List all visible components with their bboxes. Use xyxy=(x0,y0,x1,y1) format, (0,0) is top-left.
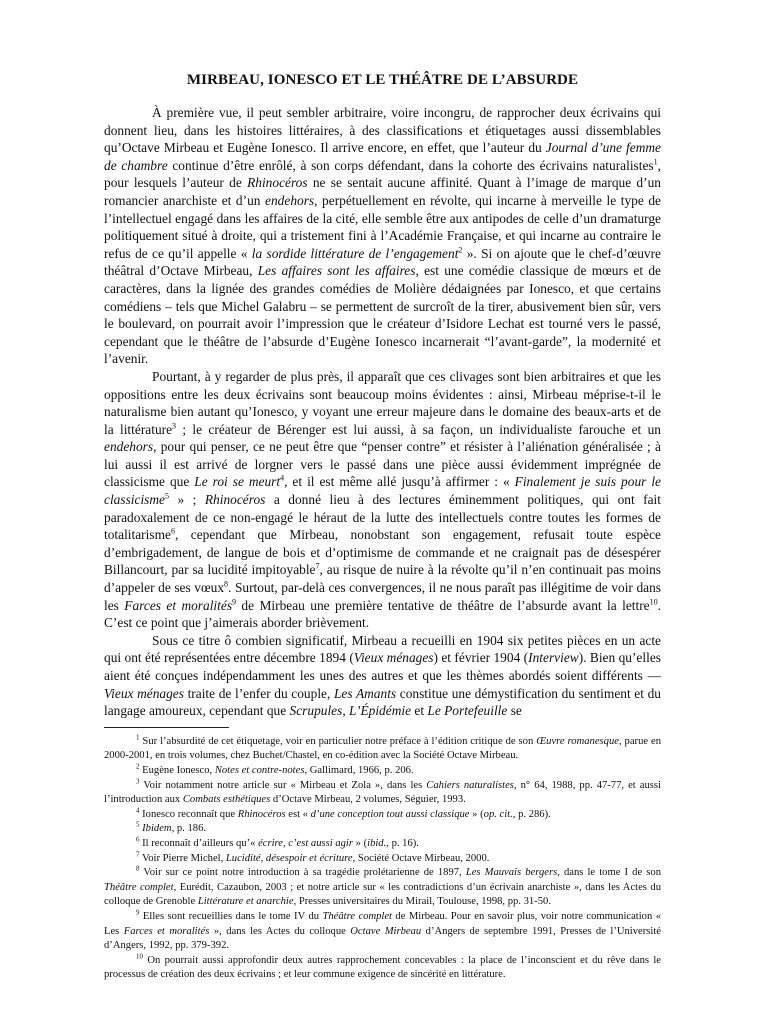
footnote-marker: 1 xyxy=(136,733,140,742)
text-run: , au risque de nuire à la révolte qu’il n’en continuait pas moins d’appeler de ses vœux xyxy=(104,562,661,596)
italic-text: Littérature et anarchie xyxy=(197,896,294,908)
text-run: . C’est ce point que j’aimerais aborder brièvement. xyxy=(104,597,661,631)
footnote-marker: 8 xyxy=(224,579,229,589)
body-paragraph xyxy=(104,632,661,720)
italic-text: ibid. xyxy=(367,837,387,849)
footnote-marker: 6 xyxy=(136,835,140,844)
text-run: , est une comédie classique de mœurs et de caractères, dans la lignée des grandes comédies de Molière dédaignées par Ionesco, et que certains comédiens – tels que Michel Galabru – se permettent de surcroît de la tirer, abusivement bien sûr, vers le boulevard, on pourrait avoir l’impression que le créateur d’Isidore Lechat est tourné vers le passé, cependant que le théâtre de l’absurde d’Eugène Ionesco incarnerait “l’avant-garde”, la modernité et l’avenir. xyxy=(104,263,661,367)
italic-text: Les Mauvais bergers xyxy=(465,867,558,879)
text-run: Pourtant, à y regarder de plus près, il apparaît que ces clivages sont bien arbitraires et que les oppositions entre les deux écrivains sont beaucoup moins évidentes : ainsi, Mirbeau méprise-t-il le naturalisme bien autant qu’Ionesco, y voyant une erreur majeure dans le domaine des beaux-arts et de la littérature xyxy=(104,368,661,437)
text-run: , p. 16). xyxy=(386,837,419,849)
footnote xyxy=(104,735,661,764)
text-run: ne se sentait aucune affinité. Quant à l’image de marque d’un romancier anarchiste et d’un xyxy=(104,175,661,208)
article-body xyxy=(104,104,661,720)
body-paragraph xyxy=(104,368,661,632)
text-run: continue d’être enrôlé, à son corps défendant, dans la cohorte des écrivains naturalistes xyxy=(167,157,654,173)
text-run: Voir Pierre Michel, xyxy=(139,852,226,864)
footnote xyxy=(104,852,661,867)
italic-text: Rhinocéros xyxy=(237,808,286,820)
text-run: d’Octave Mirbeau, 2 volumes, Séguier, 1993. xyxy=(270,794,466,806)
text-run: », dans les Actes du colloque xyxy=(209,925,351,937)
italic-text: endehors xyxy=(104,439,154,455)
footnote xyxy=(104,764,661,779)
italic-text: Les affaires sont les affaires xyxy=(257,263,416,279)
text-run: se xyxy=(507,703,522,719)
italic-text: L’Épidémie xyxy=(349,703,412,719)
body-paragraph xyxy=(104,104,661,368)
text-run: est « xyxy=(285,808,311,820)
text-run: » ; xyxy=(169,492,205,508)
footnote-marker: 2 xyxy=(458,245,463,255)
italic-text: la sordide littérature de l’engagement xyxy=(251,245,459,261)
footnote xyxy=(104,910,661,954)
text-run: , xyxy=(342,703,350,719)
footnote xyxy=(104,837,661,852)
text-run: Ionesco reconnaît que xyxy=(139,808,238,820)
text-run: , dans le tome I de son xyxy=(557,867,661,879)
footnote xyxy=(104,779,661,808)
footnote xyxy=(104,954,661,983)
text-run: . Surtout, par-delà ces convergences, il ne nous paraît pas illégitime de voir dans les xyxy=(104,580,662,613)
footnote xyxy=(104,866,661,910)
text-run: ». Si on ajoute que le chef-d’œuvre théâtral d’Octave Mirbeau, xyxy=(104,245,661,279)
text-run: et xyxy=(411,703,428,719)
text-run: , p. 286). xyxy=(512,808,551,820)
italic-text: Ibidem xyxy=(142,823,172,835)
footnote-marker: 1 xyxy=(653,157,658,167)
italic-text: Œuvre romanesque xyxy=(536,735,619,747)
text-run: , pour qui penser, ce ne peut être que “penser contre” et résister à l’aliénation généralisée ; à lui aussi il est arrivé de lorgner vers le passé dans une pièce aussi évidemment imprégnée de classicisme que xyxy=(104,439,661,490)
italic-text: Le roi se meurt xyxy=(194,474,281,490)
italic-text: Farces et moralités xyxy=(124,597,233,613)
italic-text: Finalement je suis pour le classicisme xyxy=(104,474,661,508)
italic-text: Rhinocéros xyxy=(204,492,266,508)
text-run: ). Bien qu’elles aient été conçues indépendamment les unes des autres et que les thèmes abordés soient différents — xyxy=(104,650,661,683)
text-run: , n° 64, 1988, pp. 47-77, et aussi l’introduction aux xyxy=(104,779,661,806)
text-run: Il reconnaît d’ailleurs qu’« xyxy=(139,837,259,849)
footnote-marker: 9 xyxy=(136,908,140,917)
text-run: Eugène Ionesco, xyxy=(139,764,215,776)
footnote-marker: 7 xyxy=(315,561,320,571)
text-run: À première vue, il peut sembler arbitraire, voire incongru, de rapprocher deux écrivains qui donnent lieu, dans les histoires littéraires, à des classifications et étiquetages aussi dissemblables qu’Octave Mirbeau et Eugène Ionesco. Il arrive encore, en effet, que l’auteur du xyxy=(104,105,661,156)
italic-text: Rhinocéros xyxy=(247,175,308,191)
text-run: constitue une démystification du sentiment et du langage amoureux, cependant que xyxy=(104,685,661,719)
text-run: , p. 186. xyxy=(171,823,207,835)
italic-text: Octave Mirbeau xyxy=(350,925,422,937)
text-run: , et il est même allé jusqu’à affirmer : « xyxy=(284,474,515,490)
footnote-marker: 4 xyxy=(136,806,140,815)
footnote-marker: 9 xyxy=(232,597,237,607)
italic-text: écrire, c’est aussi agir xyxy=(258,837,353,849)
footnotes xyxy=(104,735,661,983)
italic-text: Les Amants xyxy=(333,685,397,701)
italic-text: Vieux ménages xyxy=(353,650,434,666)
footnote-marker: 6 xyxy=(170,526,175,536)
footnote-marker: 2 xyxy=(136,762,140,771)
footnote-marker: 10 xyxy=(136,952,143,961)
footnote-marker: 5 xyxy=(136,820,140,829)
footnote-marker: 7 xyxy=(136,850,140,858)
article-title: MIRBEAU, IONESCO ET LE THÉÂTRE DE L’ABSURDE xyxy=(186,72,579,88)
italic-text: d’une conception tout aussi classique xyxy=(310,808,470,820)
text-run: , Gallimard, 1966, p. 206. xyxy=(304,764,414,776)
text-run: de Mirbeau. Pour en savoir plus, voir notre communication « Les xyxy=(104,910,661,937)
footnote xyxy=(104,808,661,823)
footnote-marker: 8 xyxy=(136,864,140,873)
footnote-marker: 10 xyxy=(649,597,658,607)
text-run: Sur l’absurdité de cet étiquetage, voir en particulier notre préface à l’édition critique de son xyxy=(139,735,537,747)
text-run: , perpétuellement en révolte, qui incarne à merveille le type de l’intellectuel engagé dans les affaires de la cité, elle semble être aux antipodes de celle d’un dramaturge politiquement situé à droite, qui a tristement fini à l’Académie Française, et qui incarne au contraire le refus de ce qu’il appelle « xyxy=(104,192,661,261)
italic-text: endehors xyxy=(265,192,315,208)
text-run: traite de l’enfer du couple, xyxy=(183,685,334,701)
text-run: Voir notamment notre article sur « Mirbeau et Zola », dans les xyxy=(139,779,427,791)
footnote-marker: 3 xyxy=(136,777,140,786)
text-run: Elles sont recueillies dans le tome IV du xyxy=(139,910,323,922)
italic-text: Théâtre complet xyxy=(322,910,393,922)
italic-text: Cahiers naturalistes xyxy=(426,779,514,791)
text-run: ) et février 1904 ( xyxy=(433,650,529,666)
text-run: , pour lesquels l’auteur de xyxy=(104,157,662,191)
italic-text: Vieux ménages xyxy=(104,685,184,701)
footnote-separator xyxy=(104,727,229,728)
text-run: On pourrait aussi approfondir deux autres rapprochement concevables : la place de l’inconscient et du rêve dans le processus de création des deux écrivains ; et leur commune exigence de sincérité en littérature. xyxy=(104,954,661,981)
text-run: , Eurédit, Cazaubon, 2003 ; et notre article sur « les contradictions d’un écrivain anarchiste », dans les Actes du colloque de Grenoble xyxy=(104,881,662,908)
footnote-marker: 4 xyxy=(280,474,285,483)
footnote xyxy=(104,822,661,837)
text-run: a donné lieu à des lectures éminemment politiques, qui ont fait paradoxalement de ce non-engagé le héraut de la lutte des intellectuels contre toutes les formes de totalitarisme xyxy=(104,492,662,543)
italic-text: Interview xyxy=(528,650,579,666)
text-run: » ( xyxy=(469,808,484,820)
italic-text: Farces et moralités xyxy=(123,925,210,937)
italic-text: op. cit. xyxy=(483,808,513,820)
footnote-marker: 5 xyxy=(165,491,169,501)
text-run: , Presses universitaires du Mirail, Toulouse, 1998, pp. 31-50. xyxy=(293,896,551,908)
text-run: , cependant que Mirbeau, nonobstant son engagement, refusait toute espèce d’embrigadement, de langue de bois et d’optimisme de commande et ne craignait pas de désespérer Billancourt, par sa lucidité impitoyable xyxy=(104,527,661,578)
text-run: , Société Octave Mirbeau, 2000. xyxy=(352,852,490,864)
text-run: Sous ce titre ô combien significatif, Mirbeau a recueilli en 1904 six petites pièces en un acte qui ont été représentées entre décembre 1894 ( xyxy=(104,632,661,666)
text-run: ; le créateur de Bérenger est lui aussi, à sa façon, un individualiste farouche et un xyxy=(176,421,661,437)
text-run: , parue en 2000-2001, en trois volumes, chez Buchet/Chastel, en co-édition avec la Société Octave Mirbeau. xyxy=(104,735,661,762)
italic-text: Scrupules xyxy=(289,703,343,719)
text-run: » ( xyxy=(353,837,368,849)
italic-text: Journal d’une femme de chambre xyxy=(104,140,661,173)
italic-text: Le Portefeuille xyxy=(427,703,508,719)
text-run: d’Angers de septembre 1991, Presses de l’Université d’Angers, 1992, pp. 379-392. xyxy=(104,925,661,952)
italic-text: Notes et contre-notes xyxy=(214,764,305,776)
italic-text: Théâtre complet xyxy=(104,881,174,893)
italic-text: Combats esthétiques xyxy=(182,794,271,806)
text-run: de Mirbeau une première tentative de théâtre de l’absurde avant la lettre xyxy=(236,597,650,613)
text-run: Voir sur ce point notre introduction à sa tragédie prolétarienne de 1897, xyxy=(139,867,466,879)
italic-text: Lucidité, désespoir et écriture xyxy=(225,852,353,864)
footnote-marker: 3 xyxy=(172,421,177,431)
